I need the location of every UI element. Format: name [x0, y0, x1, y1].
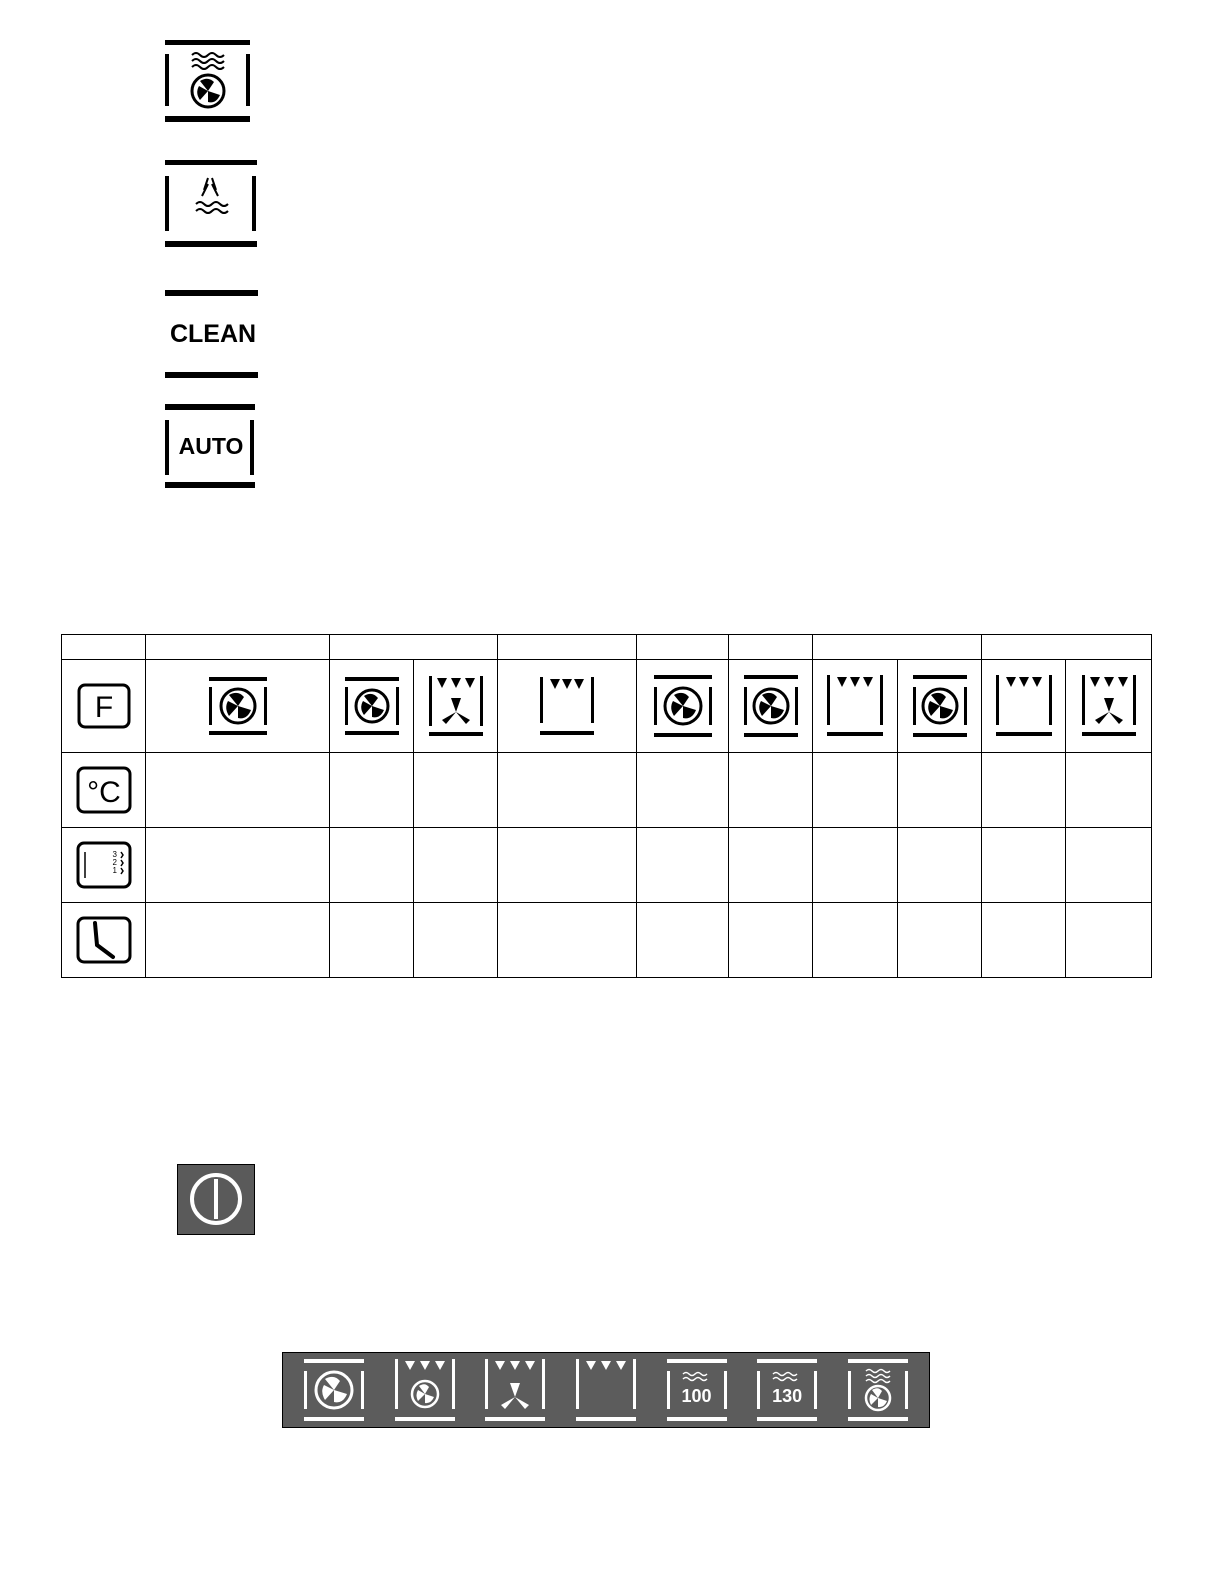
grill-small-fan-icon: [393, 1359, 457, 1421]
table-cell: [1066, 903, 1152, 978]
table-header-cell: [729, 635, 813, 660]
auto-label: AUTO: [178, 433, 244, 459]
table-cell: [330, 660, 414, 753]
table-cell: [498, 903, 637, 978]
clean-label: CLEAN: [169, 320, 257, 348]
table-cell: [729, 828, 813, 903]
table-cell: [813, 903, 898, 978]
table-cell: [1066, 660, 1152, 753]
steam-fan-button[interactable]: [846, 1359, 910, 1421]
table-header-cell: [330, 635, 498, 660]
fan-ring-icon: [652, 675, 714, 737]
row-icon-cell: [62, 753, 146, 828]
table-cell: [982, 753, 1066, 828]
steam-100-button[interactable]: [665, 1359, 729, 1421]
steam-130-button[interactable]: [755, 1359, 819, 1421]
table-cell: [414, 828, 498, 903]
table-cell: [146, 903, 330, 978]
fan-icon: [343, 677, 401, 735]
table-header-row: [62, 635, 1152, 660]
clean-symbol: [164, 290, 260, 382]
fan-icon: [207, 677, 269, 735]
table-cell: [813, 828, 898, 903]
steam-100-label: 100: [681, 1386, 712, 1406]
grill-turbo-button[interactable]: [483, 1359, 547, 1421]
steam-icon: [164, 160, 258, 250]
fan-icon: [911, 675, 969, 737]
svg-text:3: 3: [112, 850, 117, 859]
table-cell: [414, 753, 498, 828]
row-icon-cell: [62, 903, 146, 978]
table-header-cell: [146, 635, 330, 660]
grill-fan-icon: [1080, 675, 1138, 737]
steam-fan-icon: [164, 40, 252, 124]
grill-icon: [825, 675, 885, 737]
program-table: [61, 634, 1152, 978]
table-header-cell: [982, 635, 1152, 660]
steam-fan-symbol: [164, 40, 252, 124]
table-cell: [414, 903, 498, 978]
table-cell: [898, 660, 982, 753]
table-row-time: [62, 903, 1152, 978]
table-cell: [982, 660, 1066, 753]
table-cell: [982, 828, 1066, 903]
table-cell: [146, 753, 330, 828]
table-cell: [729, 660, 813, 753]
table-cell: [146, 828, 330, 903]
svg-text:1: 1: [112, 866, 117, 875]
table-header-cell: [498, 635, 637, 660]
table-cell: [813, 660, 898, 753]
table-symbol-row: [62, 660, 1152, 753]
table-cell: [498, 753, 637, 828]
function-icon: [76, 682, 132, 730]
temperature-label: °C: [86, 776, 121, 809]
table-cell: [982, 903, 1066, 978]
temperature-icon: [75, 765, 133, 815]
table-cell: [146, 660, 330, 753]
table-cell: [414, 660, 498, 753]
fan-button[interactable]: [302, 1359, 366, 1421]
svg-text:2: 2: [112, 858, 117, 867]
function-label: F: [94, 691, 113, 724]
table-cell: [813, 753, 898, 828]
table-cell: [637, 753, 729, 828]
auto-symbol: [164, 404, 256, 490]
table-cell: [330, 828, 414, 903]
table-cell: [637, 903, 729, 978]
table-header-cell: [62, 635, 146, 660]
power-icon: [178, 1165, 254, 1234]
table-cell: [498, 828, 637, 903]
grill-icon: [574, 1359, 638, 1421]
table-cell: [898, 828, 982, 903]
control-strip: [282, 1352, 930, 1428]
fan-icon: [302, 1359, 366, 1421]
table-cell: [637, 660, 729, 753]
table-cell: [729, 753, 813, 828]
power-button[interactable]: [177, 1164, 255, 1235]
grill-icon: [994, 675, 1054, 737]
shelf-level-icon: [75, 840, 133, 890]
grill-fan-small-button[interactable]: [393, 1359, 457, 1421]
table-cell: [637, 828, 729, 903]
row-icon-cell: [62, 660, 146, 753]
table-header-cell: [637, 635, 729, 660]
table-row-temperature: [62, 753, 1152, 828]
table-cell: [1066, 828, 1152, 903]
grill-button[interactable]: [574, 1359, 638, 1421]
clock-icon: [75, 915, 133, 965]
table-cell: [498, 660, 637, 753]
table-cell: [330, 903, 414, 978]
table-cell: [729, 903, 813, 978]
table-cell: [1066, 753, 1152, 828]
table-header-cell: [813, 635, 982, 660]
table-cell: [330, 753, 414, 828]
table-cell: [898, 753, 982, 828]
fan-icon: [742, 675, 800, 737]
steam-fan-icon: [846, 1359, 910, 1421]
table-row-shelf: [62, 828, 1152, 903]
row-icon-cell: [62, 828, 146, 903]
steam-130-label: 130: [772, 1386, 803, 1406]
grill-icon: [538, 677, 596, 735]
grill-fan-icon: [427, 676, 485, 736]
steam-symbol: [164, 160, 258, 250]
grill-fan-icon: [483, 1359, 547, 1421]
table-cell: [898, 903, 982, 978]
